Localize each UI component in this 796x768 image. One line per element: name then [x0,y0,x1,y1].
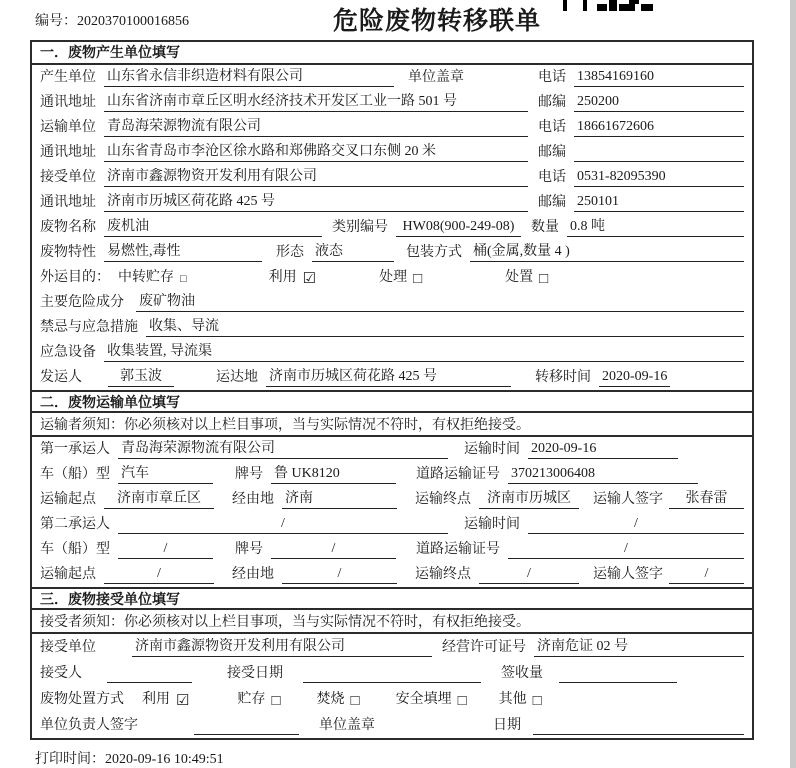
accept-person-row [32,660,752,686]
transporter-unit-row [32,115,752,140]
disposal-storage-checkbox: □ [271,693,281,709]
disposal-method-row [32,686,752,712]
serial-number-line [35,10,189,30]
purpose-dispose-label: 处置 [505,270,534,285]
purpose-transfer-storage-label: 中转贮存 [118,270,174,285]
producer-address-row [32,90,752,115]
waste-character-value: 易燃性,毒性 [104,243,262,262]
vehicle1-row [32,462,752,487]
producer-unit-label: 产生单位 [40,70,96,85]
purpose-utilize-checkbox: ☑ [302,271,317,287]
waste-character-label: 废物特性 [40,245,96,260]
route1-row [32,487,752,512]
road-permit1-label: 道路运输证号 [416,467,500,482]
transporter-zip-label: 邮编 [538,145,566,160]
road-permit1-value: 370213006408 [508,465,698,484]
first-carrier-value: 青岛海荣源物流有限公司 [118,440,448,459]
second-carrier-label: 第二承运人 [40,517,110,532]
vehicle-type1-label: 车（船）型 [40,467,110,482]
origin1-value: 济南市章丘区 [104,490,214,509]
plate-number2-value: / [271,540,396,559]
transport-time1-label: 运输时间 [464,442,520,457]
transport-time2-label: 运输时间 [464,517,520,532]
producer-unit-value: 山东省永信非织造材料有限公司 [104,68,394,87]
transfer-purpose-label: 外运目的： [40,270,110,285]
accept-date-value [303,665,481,683]
disposal-incinerate-label: 焚烧 [316,692,345,707]
transfer-purpose-row [32,265,752,290]
purpose-transfer-storage-checkbox: □ [180,273,187,285]
disposal-method-label: 废物处置方式 [40,692,124,707]
origin2-label: 运输起点 [40,567,96,582]
purpose-treat-label: 处理 [379,270,408,285]
accept-unit-row [32,634,752,660]
transporter-unit-label: 运输单位 [40,120,96,135]
endpoint1-value: 济南市历城区 [479,490,579,509]
disposal-other-label: 其他 [498,692,527,707]
section3-header: 三．废物接受单位填写 [32,587,752,610]
receiver-address-value: 济南市历城区荷花路 425 号 [104,193,528,212]
scrollbar[interactable] [790,0,796,768]
transporter-phone-value: 18661672606 [574,118,744,137]
second-carrier-value: / [118,515,448,534]
vehicle-type2-label: 车（船）型 [40,542,110,557]
print-time [35,748,224,768]
waste-name-value: 废机油 [104,218,322,237]
accept-unit-value: 济南市鑫源物资开发利用有限公司 [132,638,432,657]
carrier-sign1-value: 张春雷 [669,490,744,509]
emergency-equipment-label: 应急设备 [40,345,96,360]
section2-header: 二．废物运输单位填写 [32,390,752,413]
road-permit2-value: / [508,540,744,559]
emergency-measures-label: 禁忌与应急措施 [40,320,138,335]
emergency-measures-row [32,315,752,340]
receiver-address-row [32,190,752,215]
shipper-label: 发运人 [40,370,82,385]
responsible-sign-label: 单位负责人签字 [40,718,138,733]
first-carrier-label: 第一承运人 [40,442,110,457]
plate-number1-label: 牌号 [235,467,263,482]
transfer-date-value: 2020-09-16 [599,368,670,387]
transporter-zip-value [574,144,744,162]
receiver-phone-label: 电话 [538,170,566,185]
transporter-phone-label: 电话 [538,120,566,135]
qr-code-fragment [563,0,655,11]
transporter-address-row [32,140,752,165]
purpose-treat-checkbox: □ [413,271,423,287]
transporter-address-value: 山东省青岛市李沧区徐水路和郑佛路交叉口东侧 20 米 [104,143,528,162]
receiver-unit-label: 接受单位 [40,170,96,185]
receiver-address-label: 通讯地址 [40,195,96,210]
shipper-value: 郭玉波 [108,368,174,387]
receiver-zip-value: 250101 [574,193,744,212]
receiver-notice: 接受者须知：你必须核对以上栏目事项，当与实际情况不符时，有权拒绝接受。 [32,610,752,634]
origin2-value: / [104,565,214,584]
first-carrier-row [32,437,752,462]
disposal-other-checkbox: □ [532,693,542,709]
responsible-sign-row [32,712,752,738]
purpose-dispose-checkbox: □ [539,271,549,287]
serial-value: 2020370100016856 [77,14,189,29]
form-state-value: 液态 [312,243,394,262]
producer-address-value: 山东省济南市章丘区明水经济技术开发区工业一路 501 号 [104,93,528,112]
hazard-component-value: 废矿物油 [136,293,744,312]
plate-number1-value: 鲁 UK8120 [271,465,396,484]
category-code-value: HW08(900-249-08) [396,218,521,237]
waste-name-row [32,215,752,240]
waste-character-row [32,240,752,265]
form-state-label: 形态 [276,245,304,260]
serial-label: 编号： [35,14,77,29]
waste-name-label: 废物名称 [40,220,96,235]
endpoint2-value: / [479,565,579,584]
transporter-unit-value: 青岛海荣源物流有限公司 [104,118,528,137]
disposal-utilize-checkbox: ☑ [176,693,190,709]
print-time-label: 打印时间： [35,752,105,767]
hazard-component-label: 主要危险成分 [40,295,124,310]
accept-person-value [107,665,192,683]
destination-value: 济南市历城区荷花路 425 号 [266,368,511,387]
page-title: 危险废物转移联单 [333,8,542,35]
producer-phone-label: 电话 [538,70,566,85]
emergency-equipment-row [32,340,752,365]
transport-time2-value: / [528,515,744,534]
purpose-utilize-label: 利用 [268,270,297,285]
accept-date-label: 接受日期 [227,666,283,681]
receiver-unit-value: 济南市鑫源物资开发利用有限公司 [104,168,528,187]
responsible-sign-value [194,717,299,735]
receipt-quantity-label: 签收量 [501,666,543,681]
transfer-form-table [30,40,754,740]
destination-label: 运达地 [216,370,258,385]
producer-zip-value: 250200 [574,93,744,112]
unit-seal-label: 单位盖章 [408,70,464,85]
receiver-zip-label: 邮编 [538,195,566,210]
transfer-date-label: 转移时间 [535,370,591,385]
disposal-landfill-label: 安全填埋 [395,692,452,707]
quantity-value: 0.8 吨 [567,218,744,237]
disposal-utilize-label: 利用 [142,692,170,707]
packaging-label: 包装方式 [406,245,462,260]
via2-value: / [282,565,397,584]
vehicle2-row [32,537,752,562]
transporter-address-label: 通讯地址 [40,145,96,160]
accept-unit-label: 接受单位 [40,640,96,655]
date-value [533,717,744,735]
quantity-label: 数量 [531,220,559,235]
via2-label: 经由地 [232,567,274,582]
via1-value: 济南 [282,490,397,509]
receiver-unit-row [32,165,752,190]
receipt-quantity-value [559,665,677,683]
vehicle-type2-value: / [118,540,213,559]
carrier-sign2-label: 运输人签字 [593,567,663,582]
producer-address-label: 通讯地址 [40,95,96,110]
carrier-sign1-label: 运输人签字 [593,492,663,507]
accept-person-label: 接受人 [40,666,82,681]
emergency-equipment-value: 收集装置, 导流渠 [104,343,744,362]
shipper-row [32,365,752,390]
transporter-notice: 运输者须知：你必须核对以上栏目事项，当与实际情况不符时，有权拒绝接受。 [32,413,752,437]
second-carrier-row [32,512,752,537]
plate-number2-label: 牌号 [235,542,263,557]
transport-time1-value: 2020-09-16 [528,440,678,459]
print-time-value: 2020-09-16 10:49:51 [105,752,224,767]
producer-unit-row [32,65,752,90]
disposal-storage-label: 贮存 [237,692,266,707]
carrier-sign2-value: / [669,565,744,584]
road-permit2-label: 道路运输证号 [416,542,500,557]
disposal-incinerate-checkbox: □ [350,693,360,709]
origin1-label: 运输起点 [40,492,96,507]
unit-seal2-label: 单位盖章 [319,718,375,733]
packaging-value: 桶(金属,数量 4 ) [470,243,744,262]
section1-header: 一．废物产生单位填写 [32,42,752,65]
date-label: 日期 [493,718,521,733]
emergency-measures-value: 收集、导流 [146,318,744,337]
via1-label: 经由地 [232,492,274,507]
producer-phone-value: 13854169160 [574,68,744,87]
receiver-phone-value: 0531-82095390 [574,168,744,187]
route2-row [32,562,752,587]
endpoint1-label: 运输终点 [415,492,471,507]
category-code-label: 类别编号 [332,220,388,235]
disposal-landfill-checkbox: □ [457,693,467,709]
producer-zip-label: 邮编 [538,95,566,110]
vehicle-type1-value: 汽车 [118,465,213,484]
hazard-component-row [32,290,752,315]
endpoint2-label: 运输终点 [415,567,471,582]
license-number-value: 济南危证 02 号 [534,638,744,657]
license-number-label: 经营许可证号 [442,640,526,655]
